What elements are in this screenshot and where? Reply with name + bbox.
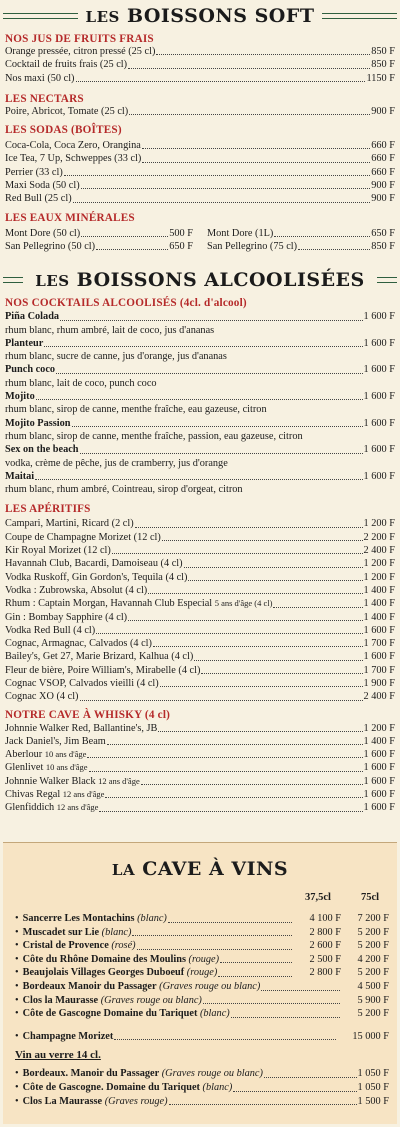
alco-banner <box>0 265 400 295</box>
list-item: Chivas Regal 12 ans d'âge 1 600 F <box>5 789 395 801</box>
list-item: Ice Tea, 7 Up, Schweppes (33 cl) 660 F <box>5 153 395 165</box>
list-item: Kir Royal Morizet (12 cl) 2 400 F <box>5 545 395 557</box>
list-item: Johnnie Walker Black 12 ans d'âge 1 600 F <box>5 775 395 787</box>
banner-rule-left <box>3 13 78 19</box>
list-item: Maitai 1 600 F <box>5 470 395 482</box>
section-title-eaux: LES EAUX MINÉRALES <box>5 211 135 224</box>
list-whisky <box>0 722 400 815</box>
list-item: Cocktail de fruits frais (25 cl) 850 F <box>5 59 395 71</box>
list-item: • Côte du Rhône Domaine des Moulins (rouge) 2 500 F 4 200 F <box>15 953 389 965</box>
list-item: Cognac XO (4 cl) 2 400 F <box>5 691 395 703</box>
list-item: Glenlivet 10 ans d'âge 1 600 F <box>5 762 395 774</box>
section-title-jus: NOS JUS DE FRUITS FRAIS <box>5 33 154 45</box>
banner-rule-left <box>3 277 23 283</box>
section-title-sodas: LES SODAS (BOÎTES) <box>5 124 122 137</box>
list-eaux <box>0 227 400 254</box>
list-item: Cognac VSOP, Calvados vieilli (4 cl) 1 900 F <box>5 677 395 689</box>
banner-rule-right <box>322 13 397 19</box>
item-description: rhum blanc, lait de coco, punch coco <box>5 377 157 389</box>
item-description: rhum blanc, rhum ambré, lait de coco, jus d'ananas <box>5 324 215 336</box>
alco-title: LES BOISSONS ALCOOLISÉES <box>35 269 365 292</box>
section-title-nectars: LES NECTARS <box>5 92 84 105</box>
list-item: Fleur de bière, Poire William's, Mirabelle (4 cl) 1 700 F <box>5 664 395 676</box>
section-title-cocktails: NOS COCKTAILS ALCOOLISÉS (4cl. d'alcool) <box>5 297 247 310</box>
section-title-aperitifs: LES APÉRITIFS <box>5 503 91 516</box>
list-item: • Cristal de Provence (rosé) 2 600 F 5 200 F <box>15 940 389 952</box>
soft-banner <box>0 1 400 31</box>
list-vins <box>3 912 397 1043</box>
list-item: Bailey's, Get 27, Marie Brizard, Kalhua (4 cl) 1 600 F <box>5 651 395 663</box>
vins-title: LA CAVE À VINS <box>111 858 289 880</box>
col-37cl: 37,5cl <box>305 892 331 903</box>
list-item: Mojito 1 600 F <box>5 391 395 403</box>
list-vin-au-verre <box>3 1067 397 1108</box>
list-item: • Clos La Maurasse (Graves rouge) 1 500 F <box>15 1095 389 1107</box>
list-item: Poire, Abricot, Tomate (25 cl) 900 F <box>5 105 395 117</box>
vin-au-verre-title: Vin au verre 14 cl. <box>15 1049 101 1062</box>
list-item: • Côte de Gascogne Domaine du Tariquet (blanc) 5 200 F <box>15 1008 389 1020</box>
list-item: • Muscadet sur Lie (blanc) 2 800 F 5 200 F <box>15 926 389 938</box>
list-item: Rhum : Captain Morgan, Havannah Club Especial 5 ans d'âge (4 cl) 1 400 F <box>5 598 395 610</box>
list-item: Punch coco 1 600 F <box>5 364 395 376</box>
item-description: rhum blanc, rhum ambré, Cointreau, sirop d'orgeat, citron <box>5 484 243 496</box>
list-item: • Bordeaux. Manoir du Passager (Graves rouge ou blanc) 1 050 F <box>15 1068 389 1080</box>
list-item: Campari, Martini, Ricard (2 cl) 1 200 F <box>5 518 395 530</box>
list-item: • Beaujolais Villages Georges Duboeuf (rouge) 2 800 F 5 200 F <box>15 967 389 979</box>
list-item: Perrier (33 cl) 660 F <box>5 166 395 178</box>
list-item: • Bordeaux Manoir du Passager (Graves rouge ou blanc) 4 500 F <box>15 980 389 992</box>
list-item: Mojito Passion 1 600 F <box>5 417 395 429</box>
cave-a-vins-box <box>3 842 397 1124</box>
item-description: rhum blanc, sirop de canne, menthe fraîche, eau gazeuse, citron <box>5 404 267 416</box>
list-item: Jack Daniel's, Jim Beam 1 400 F <box>5 735 395 747</box>
list-item: • Clos la Maurasse (Graves rouge ou blanc) 5 900 F <box>15 994 389 1006</box>
list-item: Orange pressée, citron pressé (25 cl) 850 F <box>5 46 395 57</box>
list-item: Vodka Red Bull (4 cl) 1 600 F <box>5 624 395 636</box>
list-jus <box>0 45 400 85</box>
item-description: rhum blanc, sirop de canne, menthe fraîche, passion, eau gazeuse, citron <box>5 430 303 442</box>
list-cocktails <box>0 310 400 496</box>
list-item: Coca-Cola, Coca Zero, Orangina 660 F <box>5 140 395 152</box>
col-75cl: 75cl <box>361 892 380 903</box>
soft-title: LES BOISSONS SOFT <box>85 5 315 27</box>
item-description: rhum blanc, sucre de canne, jus d'orange, jus d'ananas <box>5 351 227 363</box>
list-item: Planteur 1 600 F <box>5 337 395 349</box>
banner-rule-right <box>377 277 397 283</box>
section-title-whisky: NOTRE CAVE À WHISKY (4 cl) <box>5 708 171 721</box>
vins-column-headers <box>3 892 397 908</box>
list-item: • Côte de Gascogne. Domaine du Tariquet (blanc) 1 050 F <box>15 1081 389 1093</box>
list-item: Maxi Soda (50 cl) 900 F <box>5 180 395 192</box>
list-item: Havannah Club, Bacardi, Damoiseau (4 cl) 1 200 F <box>5 558 395 570</box>
list-item: Aberlour 10 ans d'âge 1 600 F <box>5 749 395 761</box>
list-item: Johnnie Walker Red, Ballantine's, JB 1 200 F <box>5 722 395 734</box>
list-aperitifs <box>0 517 400 703</box>
list-item: Sex on the beach 1 600 F <box>5 444 395 456</box>
list-sodas <box>0 139 400 205</box>
list-item: Mont Dore (50 cl) 500 F Mont Dore (1L) 650 F <box>5 227 395 239</box>
list-item: Gin : Bombay Sapphire (4 cl) 1 400 F <box>5 611 395 623</box>
list-item: Vodka : Zubrowska, Absolut (4 cl) 1 400 F <box>5 584 395 596</box>
list-item: San Pellegrino (50 cl) 650 F San Pellegrino (75 cl) 850 F <box>5 240 395 252</box>
list-item: • Sancerre Les Montachins (blanc) 4 100 F 7 200 F <box>15 913 389 924</box>
list-item: Piña Colada 1 600 F <box>5 311 395 323</box>
item-description: vodka, crème de pêche, jus de cramberry, jus d'orange <box>5 457 228 469</box>
list-item: Glenfiddich 12 ans d'âge 1 600 F <box>5 802 395 814</box>
list-item: Coupe de Champagne Morizet (12 cl) 2 200 F <box>5 531 395 543</box>
list-item: Vodka Ruskoff, Gin Gordon's, Tequila (4 cl) 1 200 F <box>5 571 395 583</box>
list-item: Nos maxi (50 cl) 1150 F <box>5 72 395 84</box>
list-item: Cognac, Armagnac, Calvados (4 cl) 1 700 F <box>5 638 395 650</box>
list-item: • Champagne Morizet 15 000 F <box>15 1030 389 1042</box>
list-item: Red Bull (25 cl) 900 F <box>5 193 395 205</box>
